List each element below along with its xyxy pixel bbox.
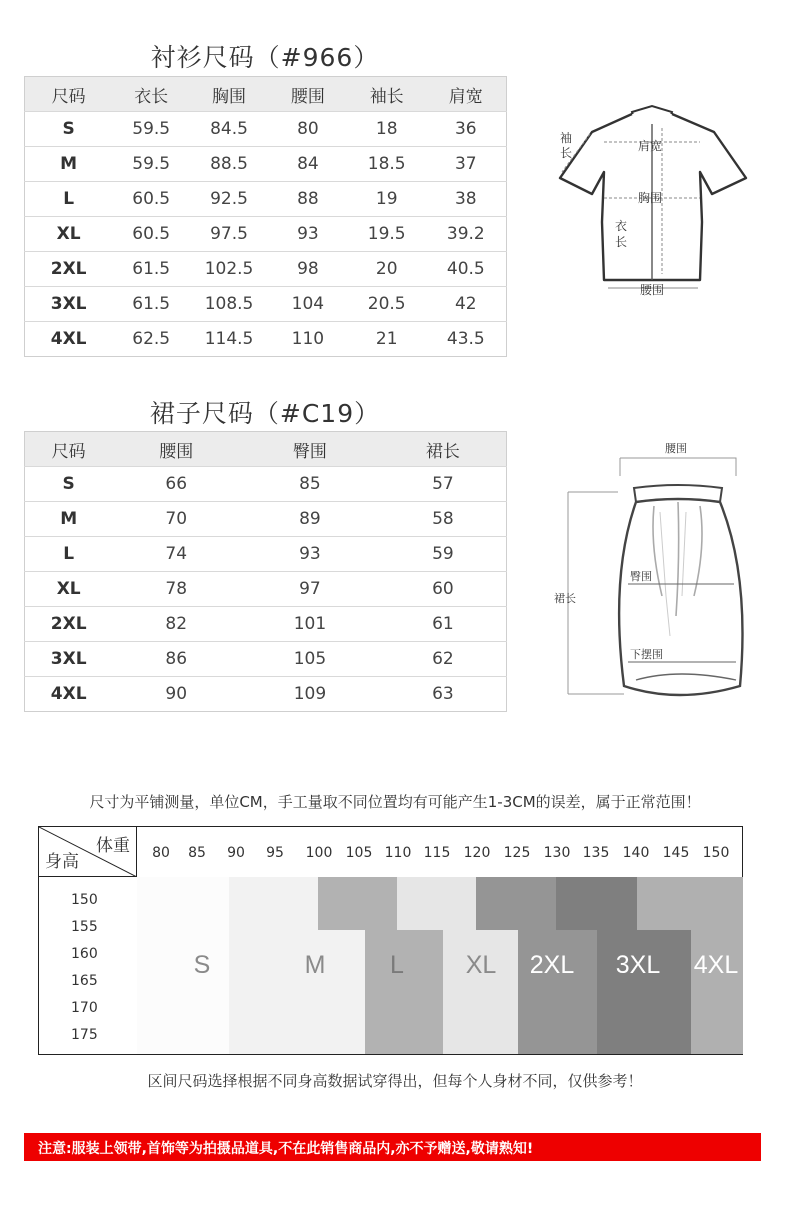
notice-text: 注意:服装上领带,首饰等为拍摄品道具,不在此销售商品内,亦不予赠送,敬请熟知! — [38, 1141, 534, 1157]
size-cell: 4XL — [25, 677, 113, 712]
skirt-length-label: 裙长 — [554, 592, 576, 605]
size-band-label: 3XL — [615, 951, 661, 979]
size-band-lower — [137, 930, 229, 1054]
measure-cell: 78 — [112, 572, 240, 607]
column-header: 腰围 — [112, 432, 240, 467]
weight-tick: 100 — [305, 845, 333, 861]
measure-cell: 93 — [240, 537, 380, 572]
measure-cell: 60 — [380, 572, 507, 607]
size-band-label: S — [193, 951, 211, 979]
shirt-length-label: 衣 — [615, 219, 628, 233]
column-header: 臀围 — [240, 432, 380, 467]
size-cell: 3XL — [25, 642, 113, 677]
measure-cell: 40.5 — [426, 252, 507, 287]
weight-tick: 135 — [582, 845, 610, 861]
skirt-hip-label: 臀围 — [630, 570, 652, 583]
measure-cell: 38 — [426, 182, 507, 217]
table-header-row — [25, 432, 507, 467]
size-cell: 2XL — [25, 607, 113, 642]
size-cell: 4XL — [25, 322, 113, 357]
measure-cell: 61.5 — [112, 287, 190, 322]
column-header: 裙长 — [380, 432, 507, 467]
measure-cell: 104 — [268, 287, 348, 322]
measure-cell: 109 — [240, 677, 380, 712]
weight-tick: 85 — [188, 845, 206, 861]
table-row — [25, 217, 507, 252]
size-band-upper — [229, 877, 318, 930]
size-cell: M — [25, 147, 113, 182]
table-row — [25, 112, 507, 147]
measure-cell: 37 — [426, 147, 507, 182]
chart-corner-header — [39, 827, 137, 877]
measure-cell: 80 — [268, 112, 348, 147]
measure-cell: 39.2 — [426, 217, 507, 252]
measure-cell: 88.5 — [190, 147, 268, 182]
size-band-lower — [597, 930, 691, 1054]
weight-tick: 130 — [543, 845, 571, 861]
weight-tick: 90 — [227, 845, 245, 861]
size-band-label: 2XL — [529, 951, 575, 979]
measure-cell: 82 — [112, 607, 240, 642]
size-cell: L — [25, 182, 113, 217]
size-band-upper — [476, 877, 556, 930]
measure-cell: 59 — [380, 537, 507, 572]
measure-cell: 102.5 — [190, 252, 268, 287]
measure-cell: 42 — [426, 287, 507, 322]
size-band-upper — [556, 877, 637, 930]
size-chart-note: 区间尺码选择根据不同身高数据试穿得出，但每个人身材不同，仅供参考！ — [147, 1072, 643, 1090]
measure-cell: 92.5 — [190, 182, 268, 217]
weight-tick: 150 — [702, 845, 730, 861]
measure-cell: 74 — [112, 537, 240, 572]
measure-cell: 85 — [240, 467, 380, 502]
measure-cell: 108.5 — [190, 287, 268, 322]
table-row — [25, 572, 507, 607]
shirt-sleeve-label-2: 长 — [560, 146, 573, 160]
size-band-lower — [691, 930, 743, 1054]
table-row — [25, 642, 507, 677]
measure-cell: 70 — [112, 502, 240, 537]
column-header: 袖长 — [348, 77, 426, 112]
size-band-label: XL — [465, 951, 497, 979]
column-header: 衣长 — [112, 77, 190, 112]
shirt-length-label-2: 长 — [615, 235, 628, 249]
size-cell: XL — [25, 217, 113, 252]
size-cell: XL — [25, 572, 113, 607]
weight-tick: 125 — [503, 845, 531, 861]
measure-cell: 60.5 — [112, 182, 190, 217]
size-band-lower — [229, 930, 365, 1054]
height-tick: 160 — [71, 946, 98, 962]
size-band-lower — [518, 930, 597, 1054]
table-header-row — [25, 77, 507, 112]
size-band-upper — [397, 877, 476, 930]
table-row — [25, 147, 507, 182]
skirt-measure-diagram — [550, 436, 750, 706]
weight-tick: 95 — [266, 845, 284, 861]
height-axis-label: 身高 — [45, 852, 79, 872]
measure-cell: 57 — [380, 467, 507, 502]
size-band-label: 4XL — [693, 951, 739, 979]
skirt-size-table — [24, 431, 507, 712]
shirt-size-table — [24, 76, 507, 357]
measurement-note: 尺寸为平铺测量，单位CM，手工量取不同位置均有可能产生1-3CM的误差，属于正常范围！ — [89, 793, 701, 811]
column-header: 尺码 — [25, 77, 113, 112]
measure-cell: 90 — [112, 677, 240, 712]
measure-cell: 61.5 — [112, 252, 190, 287]
size-cell: 2XL — [25, 252, 113, 287]
measure-cell: 20.5 — [348, 287, 426, 322]
measure-cell: 97.5 — [190, 217, 268, 252]
measure-cell: 98 — [268, 252, 348, 287]
weight-tick: 105 — [345, 845, 373, 861]
measure-cell: 59.5 — [112, 147, 190, 182]
skirt-size-title: 裙子尺码（#C19） — [149, 399, 381, 428]
table-row — [25, 677, 507, 712]
height-tick: 150 — [71, 892, 98, 908]
measure-cell: 20 — [348, 252, 426, 287]
shirt-shoulder-label: 肩宽 — [638, 139, 663, 153]
measure-cell: 84 — [268, 147, 348, 182]
shirt-chest-label: 胸围 — [638, 191, 663, 205]
table-row — [25, 607, 507, 642]
shirt-size-title: 衬衫尺码（#966） — [150, 43, 380, 72]
table-row — [25, 467, 507, 502]
table-row — [25, 182, 507, 217]
size-cell: S — [25, 112, 113, 147]
measure-cell: 84.5 — [190, 112, 268, 147]
measure-cell: 114.5 — [190, 322, 268, 357]
table-row — [25, 502, 507, 537]
notice-banner — [24, 1133, 761, 1161]
weight-tick: 115 — [423, 845, 451, 861]
measure-cell: 88 — [268, 182, 348, 217]
measure-cell: 58 — [380, 502, 507, 537]
column-header: 腰围 — [268, 77, 348, 112]
skirt-waist-label: 腰围 — [665, 442, 687, 455]
size-cell: M — [25, 502, 113, 537]
measure-cell: 18 — [348, 112, 426, 147]
measure-cell: 19 — [348, 182, 426, 217]
weight-tick: 120 — [463, 845, 491, 861]
height-tick: 165 — [71, 973, 98, 989]
measure-cell: 101 — [240, 607, 380, 642]
size-band-upper — [318, 877, 397, 930]
size-band-lower — [365, 930, 443, 1054]
size-band-lower — [443, 930, 518, 1054]
weight-tick: 110 — [384, 845, 412, 861]
weight-tick: 140 — [622, 845, 650, 861]
table-row — [25, 537, 507, 572]
measure-cell: 43.5 — [426, 322, 507, 357]
size-band-label: L — [390, 951, 404, 979]
shirt-sleeve-label: 袖 — [560, 131, 573, 145]
table-row — [25, 322, 507, 357]
measure-cell: 66 — [112, 467, 240, 502]
shirt-waist-label: 腰围 — [640, 283, 665, 297]
measure-cell: 59.5 — [112, 112, 190, 147]
measure-cell: 62 — [380, 642, 507, 677]
measure-cell: 86 — [112, 642, 240, 677]
table-row — [25, 252, 507, 287]
measure-cell: 36 — [426, 112, 507, 147]
measure-cell: 89 — [240, 502, 380, 537]
skirt-hem-label: 下摆围 — [630, 648, 663, 661]
shirt-measure-diagram — [552, 102, 752, 302]
weight-tick: 80 — [152, 845, 170, 861]
measure-cell: 60.5 — [112, 217, 190, 252]
size-cell: L — [25, 537, 113, 572]
height-tick: 155 — [71, 919, 98, 935]
measure-cell: 110 — [268, 322, 348, 357]
height-weight-size-chart — [38, 826, 743, 1055]
height-tick: 175 — [71, 1027, 98, 1043]
measure-cell: 97 — [240, 572, 380, 607]
measure-cell: 61 — [380, 607, 507, 642]
weight-tick: 145 — [662, 845, 690, 861]
column-header: 尺码 — [25, 432, 113, 467]
size-band-label: M — [304, 951, 326, 979]
measure-cell: 63 — [380, 677, 507, 712]
size-cell: S — [25, 467, 113, 502]
column-header: 肩宽 — [426, 77, 507, 112]
measure-cell: 93 — [268, 217, 348, 252]
measure-cell: 105 — [240, 642, 380, 677]
size-cell: 3XL — [25, 287, 113, 322]
measure-cell: 18.5 — [348, 147, 426, 182]
weight-axis-label: 体重 — [96, 836, 130, 856]
measure-cell: 21 — [348, 322, 426, 357]
measure-cell: 62.5 — [112, 322, 190, 357]
table-row — [25, 287, 507, 322]
size-band-upper — [637, 877, 743, 930]
column-header: 胸围 — [190, 77, 268, 112]
height-tick: 170 — [71, 1000, 98, 1016]
measure-cell: 19.5 — [348, 217, 426, 252]
